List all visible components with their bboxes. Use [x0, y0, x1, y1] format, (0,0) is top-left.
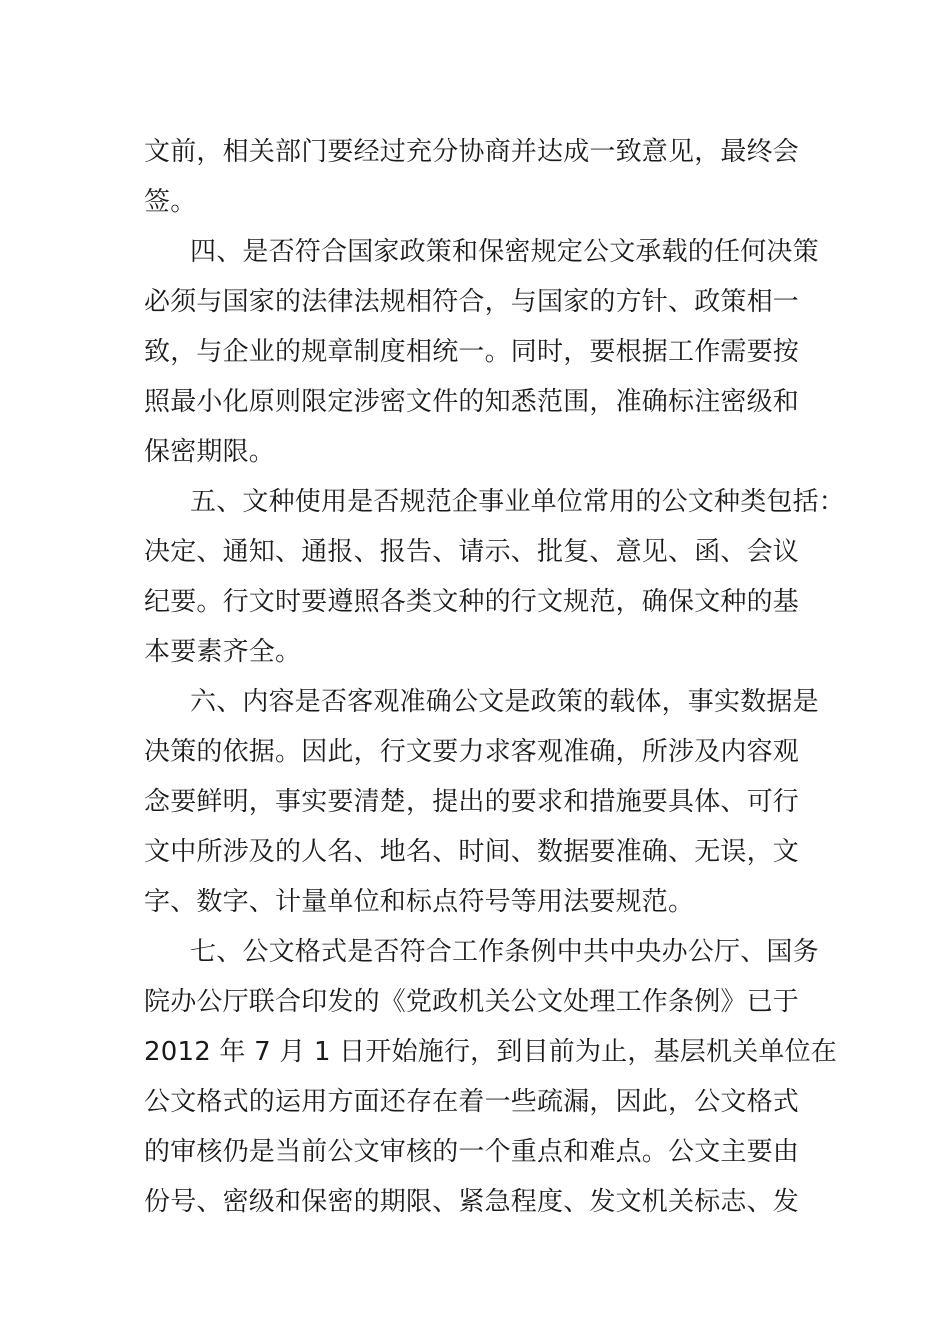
text-line: 照最小化原则限定涉密文件的知悉范围，准确标注密级和: [144, 387, 800, 417]
text-line: 字、数字、计量单位和标点符号等用法要规范。: [144, 887, 695, 917]
paragraph-heading-five: 五、文种使用是否规范企事业单位常用的公文种类包括：: [190, 487, 846, 517]
text-line: 签。: [144, 187, 197, 217]
text-line: 致，与企业的规章制度相统一。同时，要根据工作需要按: [144, 337, 800, 367]
text-line: 2012 年 7 月 1 日开始施行，到目前为止，基层机关单位在: [144, 1037, 837, 1067]
text-line: 的审核仍是当前公文审核的一个重点和难点。公文主要由: [144, 1137, 800, 1167]
text-line: 必须与国家的法律法规相符合，与国家的方针、政策相一: [144, 287, 800, 317]
text-line: 本要素齐全。: [144, 637, 302, 667]
text-line: 决定、通知、通报、报告、请示、批复、意见、函、会议: [144, 537, 800, 567]
text-line: 决策的依据。因此，行文要力求客观准确，所涉及内容观: [144, 737, 800, 767]
paragraph-heading-four: 四、是否符合国家政策和保密规定公文承载的任何决策: [190, 237, 819, 267]
text-line: 文中所涉及的人名、地名、时间、数据要准确、无误，文: [144, 837, 800, 867]
text-line: 纪要。行文时要遵照各类文种的行文规范，确保文种的基: [144, 587, 800, 617]
text-line: 份号、密级和保密的期限、紧急程度、发文机关标志、发: [144, 1187, 800, 1217]
text-line: 院办公厅联合印发的《党政机关公文处理工作条例》已于: [144, 987, 800, 1017]
text-line: 文前，相关部门要经过充分协商并达成一致意见，最终会: [144, 137, 800, 167]
text-line: 保密期限。: [144, 437, 276, 467]
text-line: 念要鲜明，事实要清楚，提出的要求和措施要具体、可行: [144, 787, 800, 817]
text-line: 公文格式的运用方面还存在着一些疏漏，因此，公文格式: [144, 1087, 800, 1117]
paragraph-heading-seven: 七、公文格式是否符合工作条例中共中央办公厅、国务: [190, 937, 819, 967]
paragraph-heading-six: 六、内容是否客观准确公文是政策的载体，事实数据是: [190, 687, 819, 717]
